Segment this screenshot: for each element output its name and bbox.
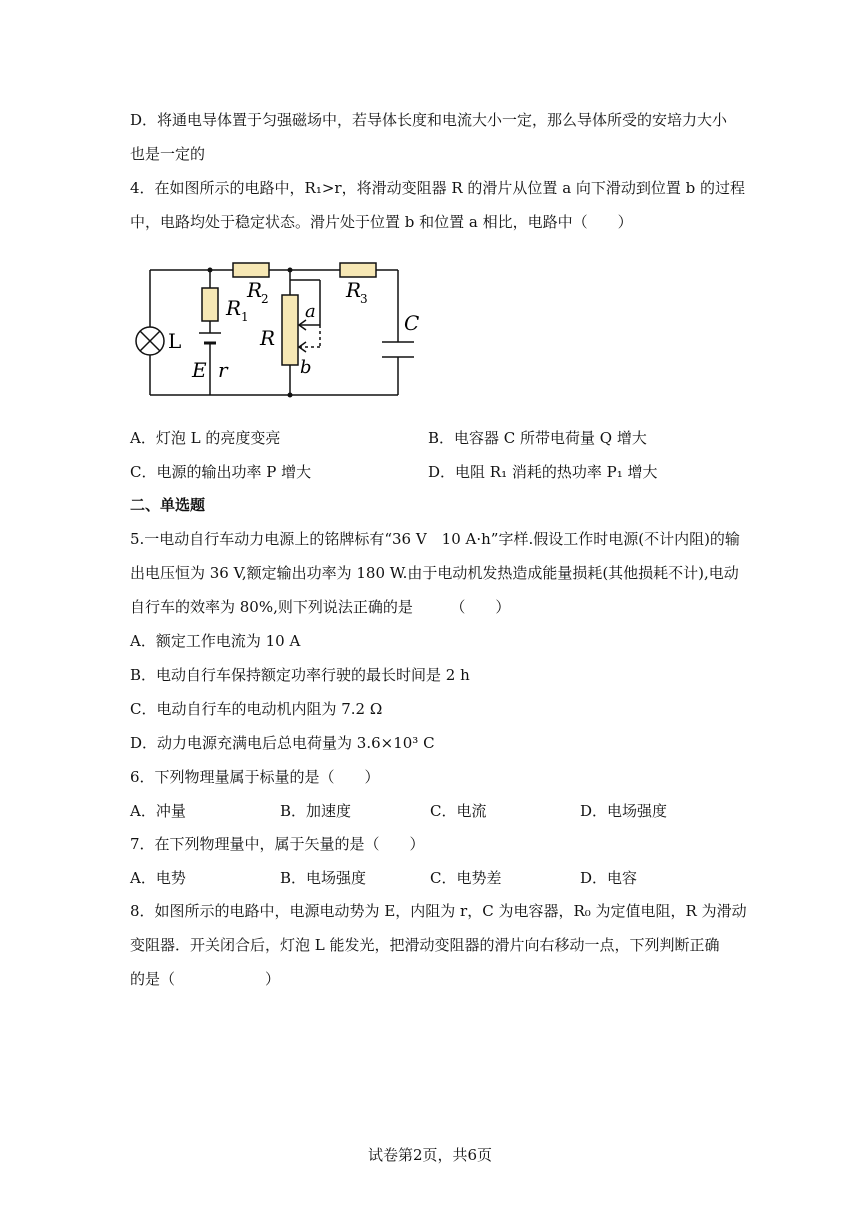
label-internal-r: r	[218, 358, 228, 382]
q7-option-d: D．电容	[580, 869, 638, 887]
q4-option-b: B．电容器 C 所带电荷量 Q 增大	[428, 429, 647, 447]
q6-option-a: A．冲量	[130, 802, 186, 820]
q4-stem-line2: 中，电路均处于稳定状态。滑片处于位置 b 和位置 a 相比，电路中（ ）	[130, 213, 633, 231]
label-capacitor: C	[404, 311, 420, 335]
label-rheostat: R	[260, 326, 276, 350]
circuit-diagram	[130, 255, 430, 405]
q6-option-d: D．电场强度	[580, 802, 668, 820]
lamp-icon	[136, 327, 164, 355]
resistor-r1	[202, 288, 218, 321]
label-emf: E	[192, 358, 207, 382]
resistor-r2	[233, 263, 269, 277]
rheostat-r	[282, 295, 298, 365]
label-slider-b: b	[300, 357, 312, 378]
q7-option-a: A．电势	[130, 869, 186, 887]
q4-stem-line1: 4．在如图所示的电路中，R₁>r，将滑动变阻器 R 的滑片从位置 a 向下滑动到位置 b 的过程	[130, 179, 746, 197]
q4-option-a: A．灯泡 L 的亮度变亮	[130, 429, 281, 447]
q6-option-c: C．电流	[430, 802, 487, 820]
q6-option-b: B．加速度	[280, 802, 352, 820]
q8-stem-line2: 变阻器．开关闭合后，灯泡 L 能发光，把滑动变阻器的滑片向右移动一点，下列判断正确	[130, 936, 720, 954]
label-r1-sub: 1	[241, 310, 249, 324]
q3-option-d-line2: 也是一定的	[130, 145, 206, 163]
section-heading: 二、单选题	[130, 496, 206, 514]
label-r3: R	[346, 278, 362, 302]
q3-option-d-line1: D．将通电导体置于匀强磁场中，若导体长度和电流大小一定，那么导体所受的安培力大小	[130, 111, 728, 129]
q5-stem-line2: 出电压恒为 36 V,额定输出功率为 180 W.由于电动机发热造成能量损耗(其他损耗不计),电动	[130, 564, 739, 582]
label-lamp: L	[168, 329, 182, 353]
q7-stem: 7．在下列物理量中，属于矢量的是（ ）	[130, 835, 425, 853]
q5-option-d: D．动力电源充满电后总电荷量为 3.6×10³ C	[130, 734, 435, 752]
q7-option-c: C．电势差	[430, 869, 502, 887]
q4-option-c: C．电源的输出功率 P 增大	[130, 463, 312, 481]
label-slider-a: a	[305, 301, 316, 322]
q5-option-c: C．电动自行车的电动机内阻为 7.2 Ω	[130, 700, 383, 718]
q6-stem: 6．下列物理量属于标量的是（ ）	[130, 768, 380, 786]
page-footer: 试卷第2页，共6页	[367, 1146, 493, 1164]
q8-stem-line3: 的是（ ）	[130, 970, 281, 988]
q5-option-b: B．电动自行车保持额定功率行驶的最长时间是 2 h	[130, 666, 470, 684]
q7-option-b: B．电场强度	[280, 869, 367, 887]
label-r2-sub: 2	[261, 292, 269, 306]
label-r1: R	[226, 296, 242, 320]
q5-option-a: A．额定工作电流为 10 A	[130, 632, 301, 650]
q5-stem-line1: 5.一电动自行车动力电源上的铭牌标有“36 V 10 A·h”字样.假设工作时电源(不计内阻)的输	[130, 530, 740, 548]
resistor-r3	[340, 263, 376, 277]
q4-option-d: D．电阻 R₁ 消耗的热功率 P₁ 增大	[428, 463, 658, 481]
q5-stem-line3: 自行车的效率为 80%,则下列说法正确的是 （ ）	[130, 598, 511, 616]
label-r2: R	[247, 278, 263, 302]
label-r3-sub: 3	[360, 292, 368, 306]
q8-stem-line1: 8．如图所示的电路中，电源电动势为 E，内阻为 r，C 为电容器，R₀ 为定值电阻，R 为滑动	[130, 902, 747, 920]
